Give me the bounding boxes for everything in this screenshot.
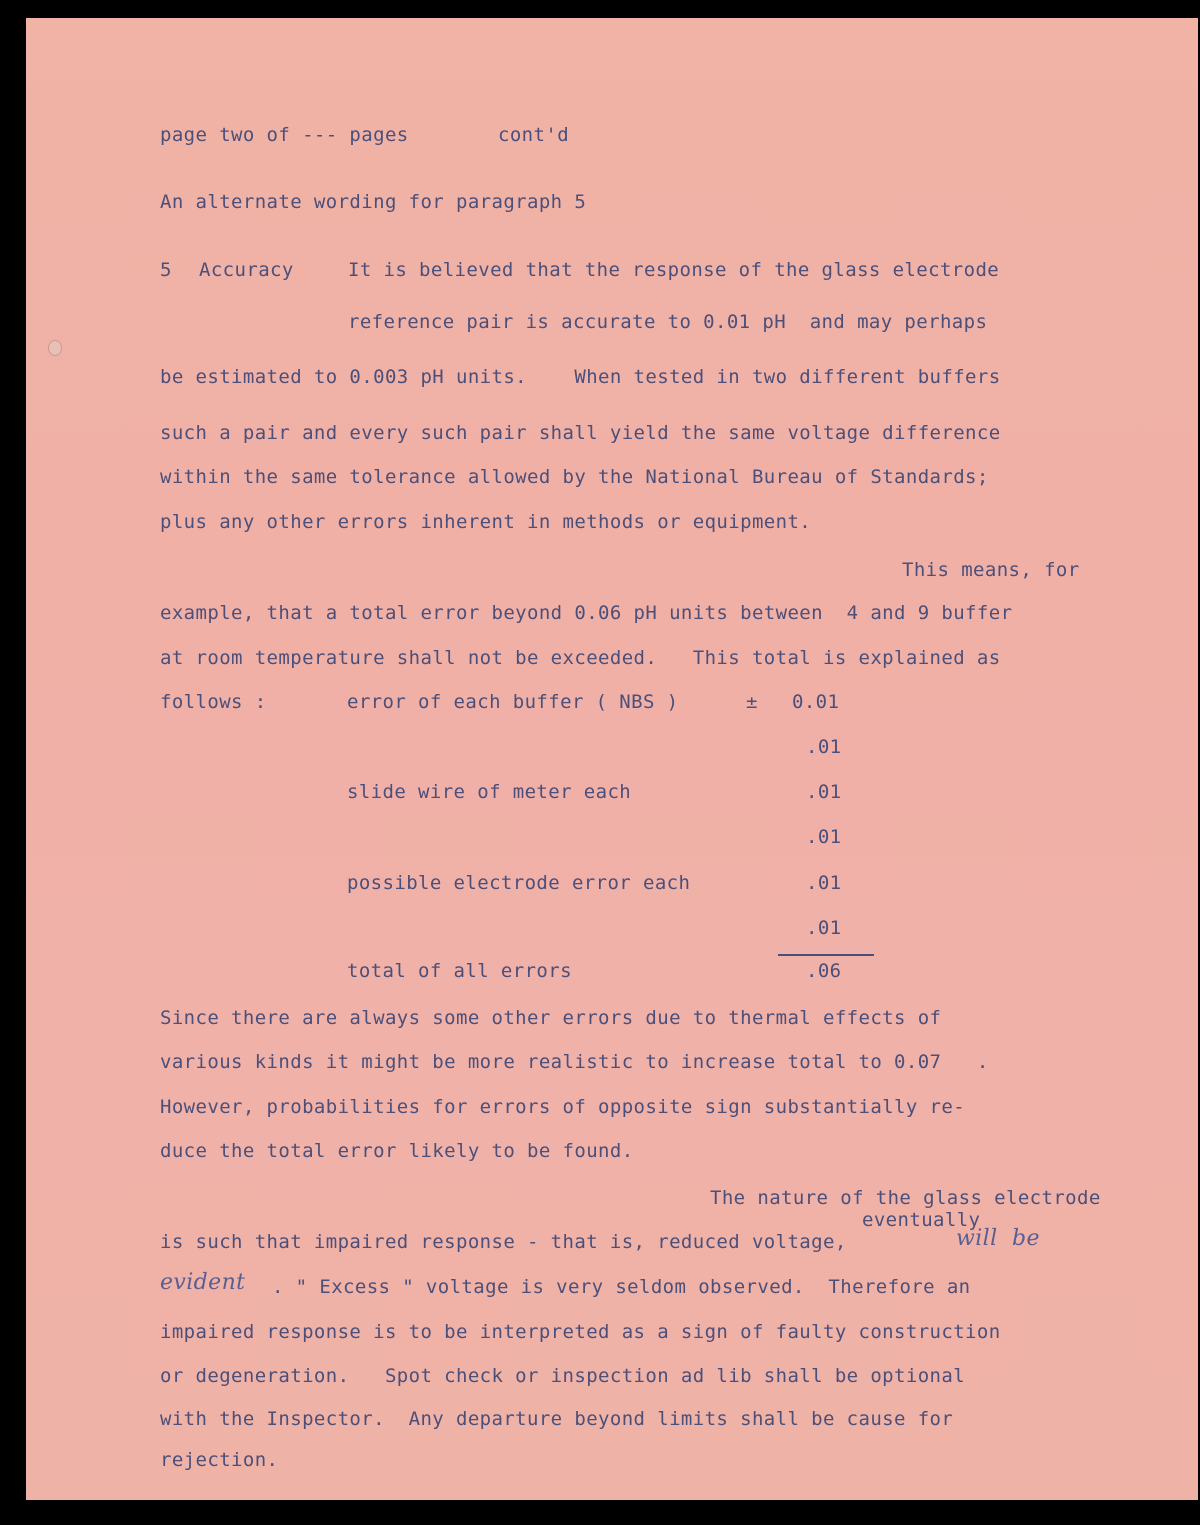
paragraph-line: reference pair is accurate to 0.01 pH and may perhaps bbox=[348, 311, 988, 333]
nature-line: or degeneration. Spot check or inspection ad lib shall be optional bbox=[160, 1365, 966, 1387]
handwritten-will: will bbox=[956, 1226, 998, 1251]
table-row-value: .01 bbox=[806, 872, 842, 894]
table-row-value: 0.01 bbox=[792, 691, 840, 713]
table-row-label: error of each buffer ( NBS ) bbox=[347, 691, 679, 713]
since-line: However, probabilities for errors of opposite sign substantially re- bbox=[160, 1096, 966, 1118]
means-line: at room temperature shall not be exceeded. This total is explained as bbox=[160, 647, 1001, 669]
paragraph-line: be estimated to 0.003 pH units. When tested in two different buffers bbox=[160, 366, 1001, 388]
since-line: Since there are always some other errors due to thermal effects of bbox=[160, 1007, 942, 1029]
nature-line: with the Inspector. Any departure beyond limits shall be cause for bbox=[160, 1408, 954, 1430]
paragraph-heading: Accuracy bbox=[199, 259, 294, 281]
inserted-word: eventually bbox=[862, 1209, 981, 1231]
paragraph-line: It is believed that the response of the glass electrode bbox=[348, 259, 1000, 281]
nature-line: impaired response is to be interpreted as a sign of faulty construction bbox=[160, 1321, 1001, 1343]
page-label: page two of --- pages bbox=[160, 124, 409, 146]
table-row-value: .01 bbox=[806, 917, 842, 939]
contd-label: cont'd bbox=[498, 124, 570, 146]
handwritten-evident: evident bbox=[160, 1270, 246, 1295]
paragraph-line: plus any other errors inherent in methods or equipment. bbox=[160, 511, 812, 533]
paragraph-line: such a pair and every such pair shall yield the same voltage difference bbox=[160, 422, 1001, 444]
intro-line: An alternate wording for paragraph 5 bbox=[160, 191, 587, 213]
table-row-value: .01 bbox=[806, 826, 842, 848]
plus-minus-sign: ± bbox=[746, 691, 758, 713]
table-row-value: .01 bbox=[806, 736, 842, 758]
total-rule bbox=[778, 954, 874, 956]
nature-line: is such that impaired response - that is, reduced voltage, bbox=[160, 1231, 847, 1253]
table-row-label: possible electrode error each bbox=[347, 872, 691, 894]
since-line: various kinds it might be more realistic to increase total to 0.07 . bbox=[160, 1051, 989, 1073]
total-value: .06 bbox=[806, 960, 842, 982]
means-line: example, that a total error beyond 0.06 pH units between 4 and 9 buffer bbox=[160, 602, 1013, 624]
nature-lead: The nature of the glass electrode bbox=[710, 1187, 1101, 1209]
nature-line: rejection. bbox=[160, 1449, 279, 1471]
nature-line: . " Excess " voltage is very seldom observed. Therefore an bbox=[272, 1276, 971, 1298]
paragraph-line: within the same tolerance allowed by the National Bureau of Standards; bbox=[160, 466, 989, 488]
total-label: total of all errors bbox=[347, 960, 572, 982]
handwritten-be: be bbox=[1012, 1226, 1040, 1251]
table-row-label: slide wire of meter each bbox=[347, 781, 632, 803]
punch-hole bbox=[48, 340, 62, 356]
follows-label: follows : bbox=[160, 691, 267, 713]
paragraph-number: 5 bbox=[160, 259, 172, 281]
since-line: duce the total error likely to be found. bbox=[160, 1140, 634, 1162]
table-row-value: .01 bbox=[806, 781, 842, 803]
means-lead: This means, for bbox=[902, 559, 1080, 581]
